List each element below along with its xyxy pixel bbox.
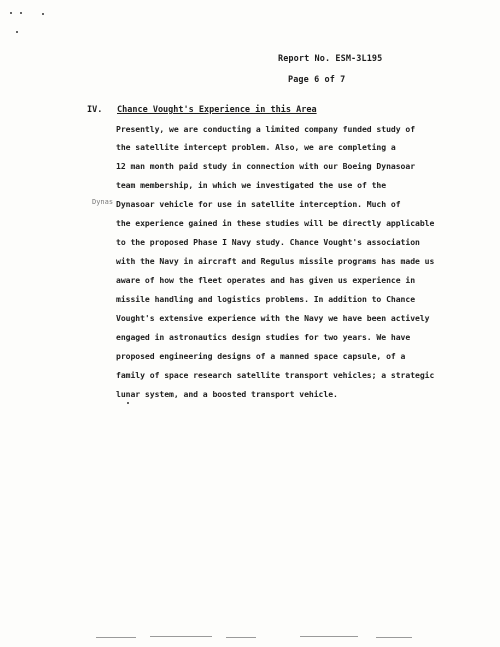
scan-mark	[376, 637, 412, 638]
body-line: Dynasoar vehicle for use in satellite interception. Much of	[116, 199, 401, 209]
scan-speck	[127, 402, 129, 404]
scan-speck	[16, 31, 18, 33]
margin-note: Dynas	[92, 198, 114, 206]
scan-mark	[226, 637, 256, 638]
body-line: engaged in astronautics design studies for two years. We have	[116, 332, 411, 342]
body-line: Presently, we are conducting a limited company funded study of	[116, 124, 416, 134]
report-number: Report No. ESM-3L195	[278, 54, 383, 64]
body-line: to the proposed Phase I Navy study. Chance Vought's association	[116, 237, 420, 247]
body-line: aware of how the fleet operates and has given us experience in	[116, 275, 416, 285]
section-heading	[87, 105, 317, 115]
body-line: team membership, in which we investigated the use of the	[116, 180, 387, 190]
body-line: the experience gained in these studies will be directly applicable	[116, 218, 435, 228]
body-line: 12 man month paid study in connection with our Boeing Dynasoar	[116, 161, 416, 171]
page-indicator: Page 6 of 7	[288, 75, 346, 85]
scan-mark	[96, 637, 136, 638]
body-line: family of space research satellite transport vehicles; a strategic	[116, 370, 435, 380]
scan-speck	[20, 12, 22, 14]
scan-mark	[150, 636, 212, 637]
scan-mark	[300, 636, 358, 637]
section-numeral: IV.	[87, 105, 103, 115]
body-line: missile handling and logistics problems. In addition to Chance	[116, 294, 416, 304]
section-title: Chance Vought's Experience in this Area	[117, 105, 317, 115]
body-line: proposed engineering designs of a manned space capsule, of a	[116, 351, 406, 361]
body-line: Vought's extensive experience with the Navy we have been actively	[116, 313, 430, 323]
body-line: lunar system, and a boosted transport vehicle.	[116, 389, 338, 399]
scan-speck	[42, 13, 44, 15]
body-line: the satellite intercept problem. Also, we are completing a	[116, 142, 396, 152]
body-line: with the Navy in aircraft and Regulus missile programs has made us	[116, 256, 435, 266]
scan-speck	[10, 12, 12, 14]
